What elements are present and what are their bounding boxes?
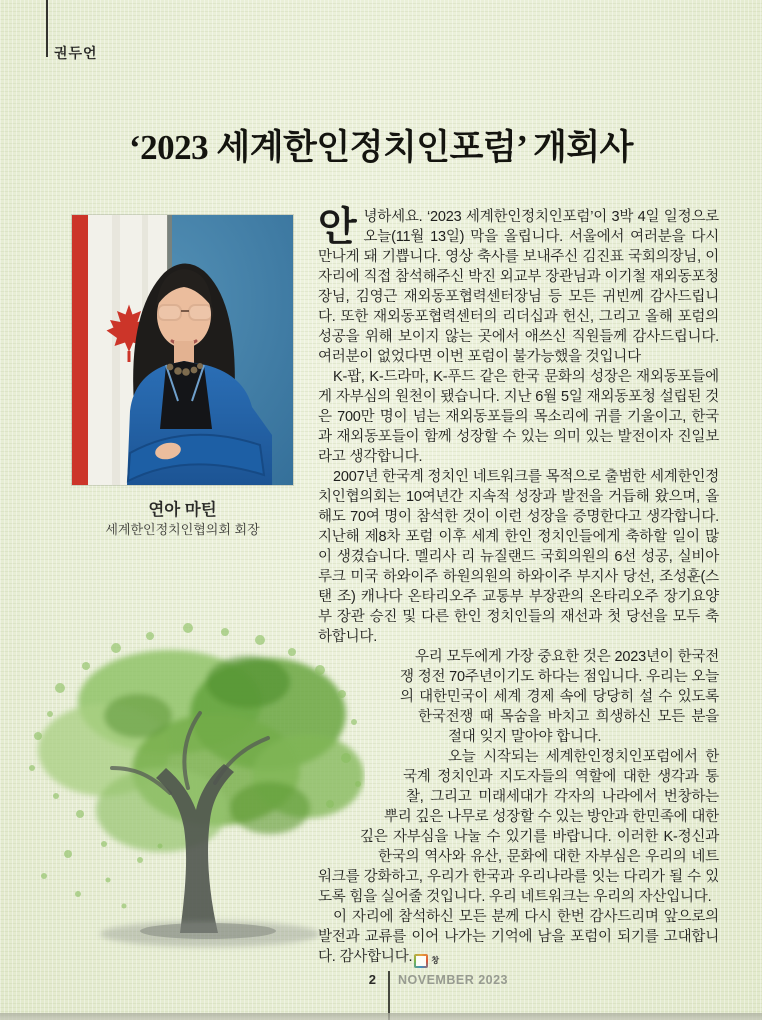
article-end-mark-icon: 창 [414, 954, 428, 968]
text-wrap-spacer [318, 827, 360, 847]
page-title: ‘2023 세계한인정치인포럼’ 개회사 [129, 128, 633, 167]
article-paragraph [318, 647, 719, 747]
paragraph-text: 2007년 한국계 정치인 네트워크를 목적으로 출범한 세계한인정치인협의회는 10여년간 지속적 성장과 발전을 거듭해 왔으며, 올해도 70여 명이 참석한 것이 이런 성장을 증명한다고 생각합니다. 지난해 제8차 포럼 이후 세계 한인 정치인들에게 축하할 일이 많이 생겼습니다. 멜리사 리 뉴질랜드 국회의원의 6선 성공, 실비아 루크 미국 하와이주 하원의원의 하와이주 부지사 당선, 조성훈(스탠 조) 캐나다 온타리오주 교통부 부장관의 온타리오주 장기요양부 장관 승진 및 다른 한인 정치인들의 재선과 첫 당선을 모두 축하합니다. [318, 469, 719, 645]
issue-label: NOVEMBER 2023 [398, 973, 509, 987]
paragraph-text: 녕하세요. ‘2023 세계한인정치인포럼’이 3박 4일 일정으로 오늘(11월 13일) 막을 올립니다. 서울에서 여러분을 다시 만나게 돼 기쁩니다. 영상 축사를 보내주신 김진표 국회의장님, 이 자리에 직접 참석해주신 박진 외교부 장관님과 이기철 재외동포청장님, 김영근 재외동포협력센터장님 등 모든 귀빈께 감사드립니다. 또한 재외동포협력센터의 리더십과 헌신, 그리고 올해 포럼의 성공을 위해 보이지 않는 곳에서 애쓰신 직원들께 감사드립니다. 여러분이 없었다면 이번 포럼이 불가능했을 것입니다 [318, 209, 719, 365]
article-paragraph [318, 907, 719, 968]
portrait-photo [72, 215, 293, 485]
portrait-photo-illustration [72, 215, 293, 485]
article-paragraph [318, 207, 719, 367]
text-wrap-spacer [318, 847, 378, 867]
portrait-role: 세계한인정치인협의회 회장 [105, 522, 260, 537]
text-wrap-spacer [318, 807, 384, 827]
section-kicker: 권두언 [54, 45, 98, 61]
text-wrap-spacer [318, 747, 433, 767]
paragraph-text: 우리 모두에게 가장 중요한 것은 2023년이 한국전쟁 정전 70주년이기도 하다는 점입니다. 우리는 오늘의 대한민국이 세계 경제 속에 당당히 설 수 있도록 한국전쟁 때 목숨을 바치고 희생하신 모든 분을 절대 잊지 말아야 합니다. [400, 649, 719, 745]
portrait-name: 연아 마틴 [148, 501, 217, 519]
text-wrap-spacer [318, 687, 400, 707]
text-wrap-spacer [318, 707, 418, 727]
paragraph-text: 오늘 시작되는 세계한인정치인포럼에서 한국계 정치인과 지도자들의 역할에 대한 생각과 통찰, 그리고 미래세대가 각자의 나라에서 번창하는 뿌리 깊은 나무로 성장할 수 있는 방안과 한민족에 대한 깊은 자부심을 나눌 수 있기를 바랍니다. 이러한 K-정신과 한국의 역사와 유산, 문화에 대한 자부심은 우리의 네트워크를 강화하고, 우리가 한국과 우리나라를 잇는 다리가 될 수 있도록 힘을 실어줄 것입니다. 우리 네트워크는 우리의 자산입니다. [318, 749, 719, 905]
page-bottom-edge [0, 1013, 762, 1020]
tree-illustration [20, 618, 365, 953]
page-number: 2 [368, 972, 376, 987]
article-body [318, 207, 719, 968]
article-paragraph [318, 367, 719, 467]
text-wrap-spacer [318, 727, 448, 747]
text-wrap-spacer [318, 767, 403, 787]
kicker-rule [46, 0, 48, 57]
paragraph-text: 이 자리에 참석하신 모든 분께 다시 한번 감사드리며 앞으로의 발전과 교류를 이어 나가는 기억에 남을 포럼이 되기를 고대합니다. 감사합니다. [318, 909, 719, 965]
article-paragraph [318, 467, 719, 647]
paragraph-text: K-팝, K-드라마, K-푸드 같은 한국 문화의 성장은 재외동포들에게 자부심의 원천이 됐습니다. 지난 6월 5일 재외동포청 설립된 것은 700만 명이 넘는 재외동포들의 목소리에 귀를 기울이고, 한국과 재외동포들이 함께 성장할 수 있는 의미 있는 발전이자 진일보라고 생각합니다. [318, 369, 719, 465]
drop-cap: 안 [318, 205, 357, 249]
text-wrap-spacer [318, 787, 406, 807]
